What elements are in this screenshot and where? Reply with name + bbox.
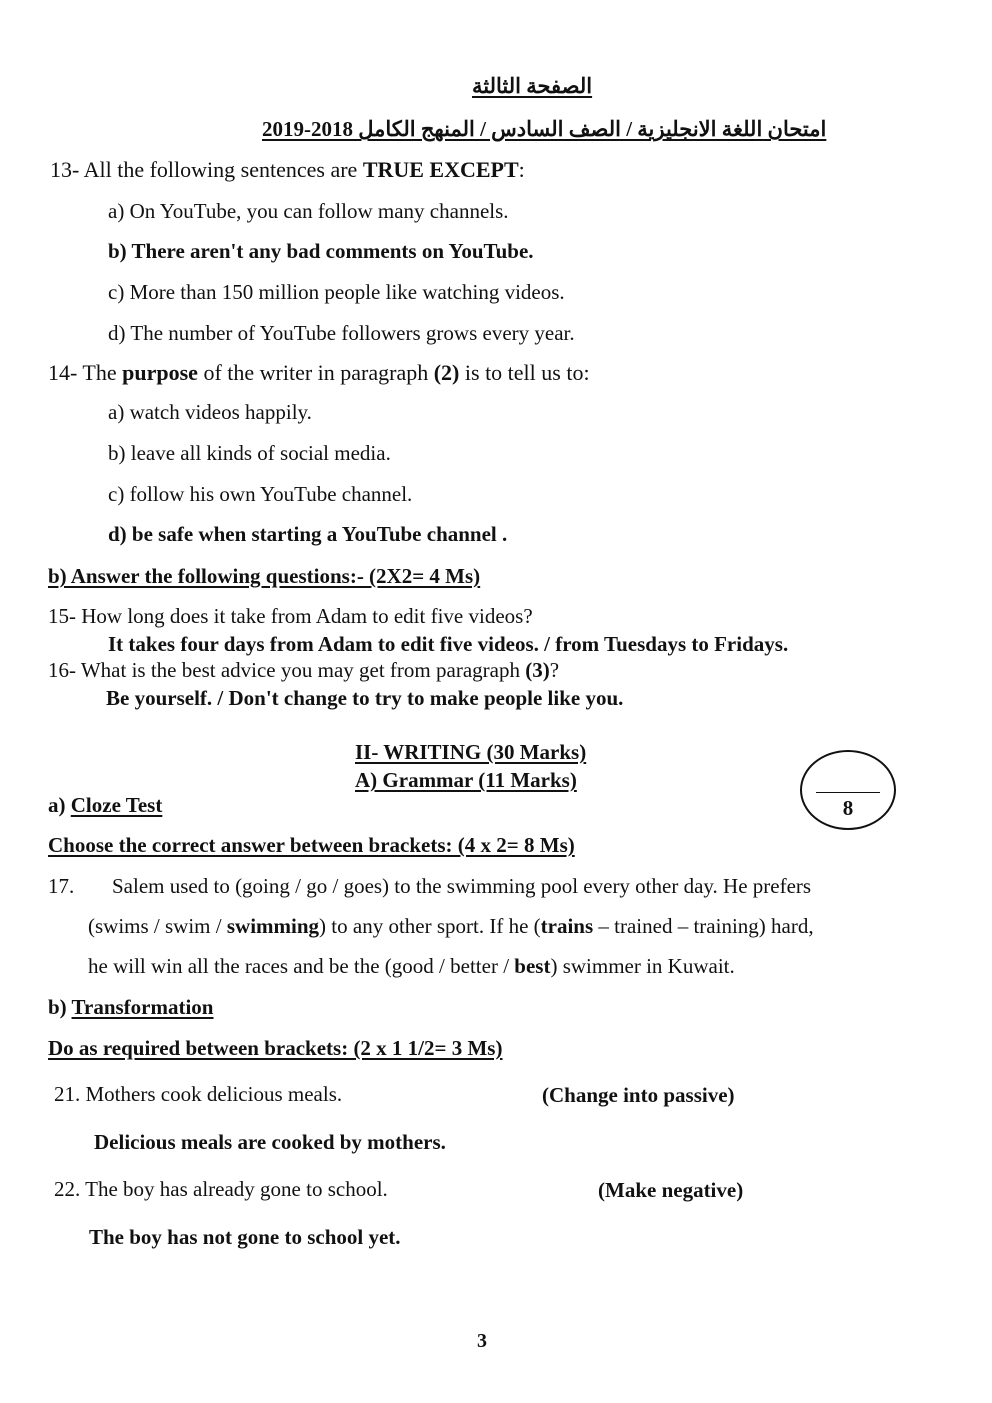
question-22-instruction: (Make negative) (598, 1178, 744, 1202)
q17-line2-c: ) to any other sport. If he ( (319, 914, 541, 938)
page-number: 3 (477, 1330, 487, 1352)
score-oval (800, 750, 896, 830)
question-14-prefix: 14- The (48, 360, 123, 385)
q17-number: 17. (48, 874, 75, 898)
q17-line3-c: ) swimmer in Kuwait. (550, 954, 735, 978)
question-14-suffix: is to tell us to: (459, 360, 590, 385)
cloze-heading (48, 793, 162, 818)
cloze-instruction: Choose the correct answer between brackets: (4 x 2= 8 Ms) (48, 833, 575, 857)
q17-answer-best: best (514, 954, 551, 978)
q13-option-d: d) The number of YouTube followers grows every year. (108, 321, 575, 345)
q17-line2-e: – trained – training) hard, (593, 914, 814, 938)
q17-line-1: Salem used to (going / go / goes) to the swimming pool every other day. He prefers (112, 874, 812, 898)
score-divider (816, 792, 880, 793)
q17-line2-a: (swims / swim / (88, 914, 227, 938)
q14-option-d: d) be safe when starting a YouTube channel . (108, 522, 508, 546)
transformation-instruction: Do as required between brackets: (2 x 1 1/2= 3 Ms) (48, 1036, 503, 1060)
q17-line-3 (88, 954, 735, 979)
q14-option-c: c) follow his own YouTube channel. (108, 482, 413, 506)
answer-16: Be yourself. / Don't change to try to make people like you. (106, 686, 624, 710)
answer-22: The boy has not gone to school yet. (89, 1225, 401, 1249)
question-14-emphasis: purpose (122, 360, 198, 385)
transformation-heading (48, 995, 213, 1020)
cloze-label: Cloze Test (70, 793, 163, 817)
score-value: 8 (842, 796, 854, 820)
exam-title: امتحان اللغة الانجليزية / الصف السادس / المنهج الكامل 2018-2019 (262, 117, 827, 141)
writing-title: II- WRITING (30 Marks) (355, 740, 587, 764)
question-16 (48, 658, 559, 683)
answer-21: Delicious meals are cooked by mothers. (94, 1130, 446, 1154)
question-13-prefix: 13- All the following sentences are (50, 157, 363, 182)
question-14 (48, 360, 590, 386)
question-16-paragraph: (3) (525, 658, 550, 682)
transformation-label: Transformation (71, 995, 214, 1019)
answer-15: It takes four days from Adam to edit five videos. / from Tuesdays to Fridays. (108, 632, 789, 656)
question-14-middle: of the writer in paragraph (197, 360, 434, 385)
question-22: 22. The boy has already gone to school. (54, 1177, 388, 1201)
question-14-paragraph: (2) (433, 360, 460, 385)
q17-answer-trains: trains (540, 914, 594, 938)
page-label: الصفحة الثالثة (472, 74, 593, 98)
q14-option-a: a) watch videos happily. (108, 400, 312, 424)
question-15: 15- How long does it take from Adam to edit five videos? (48, 604, 533, 628)
question-13-emphasis: TRUE EXCEPT (362, 157, 519, 182)
q13-option-b: b) There aren't any bad comments on YouTube. (108, 239, 534, 263)
cloze-prefix: a) (48, 793, 71, 817)
transformation-prefix: b) (48, 995, 72, 1019)
q14-option-b: b) leave all kinds of social media. (108, 441, 391, 465)
question-21-instruction: (Change into passive) (542, 1083, 735, 1107)
question-21: 21. Mothers cook delicious meals. (54, 1082, 343, 1106)
q13-option-c: c) More than 150 million people like watching videos. (108, 280, 565, 304)
grammar-title: A) Grammar (11 Marks) (355, 768, 577, 792)
question-16-prefix: 16- What is the best advice you may get from paragraph (48, 658, 526, 682)
question-16-suffix: ? (549, 658, 560, 682)
question-13 (50, 157, 525, 183)
q17-line-2 (88, 914, 814, 939)
q17-line3-a: he will win all the races and be the (good / better / (88, 954, 515, 978)
question-13-suffix: : (518, 157, 525, 182)
section-b-answer-questions: b) Answer the following questions:- (2X2= 4 Ms) (48, 564, 481, 588)
q17-answer-swimming: swimming (226, 914, 320, 938)
q13-option-a: a) On YouTube, you can follow many channels. (108, 199, 509, 223)
